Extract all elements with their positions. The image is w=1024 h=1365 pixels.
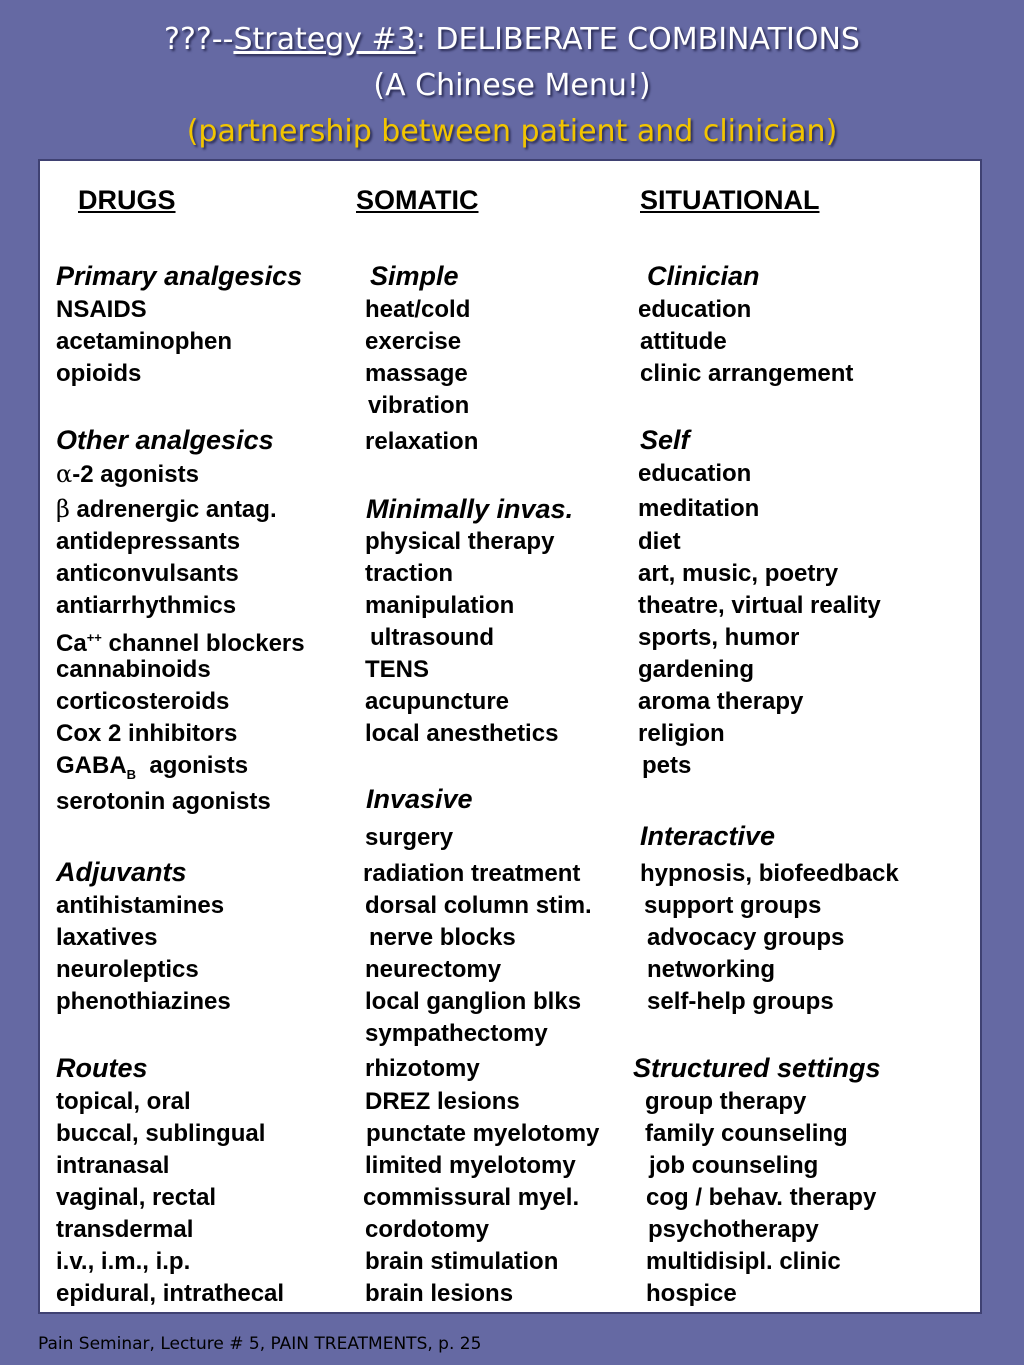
- situational-item: gardening: [638, 656, 755, 683]
- drug-item: anticonvulsants: [56, 560, 239, 587]
- somatic-item: ultrasound: [370, 624, 494, 651]
- situational-item: aroma therapy: [638, 688, 804, 715]
- somatic-item: cordotomy: [365, 1216, 490, 1243]
- title-strategy: Strategy #3: [233, 22, 416, 57]
- drug-item: opioids: [56, 360, 142, 387]
- ca-main: Ca: [56, 630, 87, 657]
- drug-item: corticosteroids: [56, 688, 230, 715]
- drug-item-ca: [56, 623, 305, 659]
- situational-item: theatre, virtual reality: [638, 592, 881, 619]
- route-item: vaginal, rectal: [56, 1184, 217, 1211]
- situational-item: art, music, poetry: [638, 560, 839, 587]
- drugs-adjuvants-label: Adjuvants: [56, 857, 187, 887]
- somatic-item: limited myelotomy: [365, 1152, 576, 1179]
- somatic-item: acupuncture: [365, 688, 510, 715]
- slide-title: [0, 18, 1024, 62]
- drug-item-gaba: [56, 751, 248, 790]
- beta-symbol: β: [56, 495, 70, 523]
- situational-item: networking: [647, 956, 776, 983]
- drug-item: Cox 2 inhibitors: [56, 720, 238, 747]
- beta-text: adrenergic antag.: [69, 496, 277, 523]
- situational-item: diet: [638, 528, 681, 555]
- situational-item: hospice: [646, 1280, 737, 1307]
- gaba-rest: agonists: [136, 752, 249, 779]
- situational-item: sports, humor: [638, 624, 800, 651]
- somatic-item: nerve blocks: [369, 924, 516, 951]
- situational-interactive-label: Interactive: [640, 821, 776, 851]
- situational-item: education: [638, 296, 752, 323]
- somatic-item: DREZ lesions: [365, 1088, 520, 1115]
- somatic-item: physical therapy: [365, 528, 555, 555]
- footer-caption: Pain Seminar, Lecture # 5, PAIN TREATMENTS, p. 25: [38, 1334, 482, 1354]
- drug-item: acetaminophen: [56, 328, 233, 355]
- slide-subtitle: (A Chinese Menu!): [373, 68, 651, 103]
- header-somatic: SOMATIC: [356, 185, 479, 215]
- route-item: topical, oral: [56, 1088, 191, 1115]
- title-prefix: ???--: [164, 22, 234, 57]
- title-rest: : DELIBERATE COMBINATIONS: [415, 22, 860, 57]
- situational-item: education: [638, 460, 752, 487]
- drugs-routes-label: Routes: [56, 1053, 148, 1083]
- drug-item: antihistamines: [56, 892, 225, 919]
- alpha-symbol: α: [56, 460, 73, 488]
- ca-sup: ++: [86, 630, 102, 645]
- somatic-simple-label: Simple: [370, 261, 459, 291]
- drug-item-alpha: [56, 459, 199, 490]
- somatic-minimal-label: Minimally invas.: [366, 494, 574, 524]
- somatic-item: exercise: [365, 328, 462, 355]
- drug-item: serotonin agonists: [56, 788, 271, 815]
- somatic-item: traction: [365, 560, 454, 587]
- somatic-item: relaxation: [365, 428, 479, 455]
- somatic-item: radiation treatment: [363, 860, 581, 887]
- situational-item: multidisipl. clinic: [646, 1248, 841, 1275]
- somatic-item: vibration: [368, 392, 470, 419]
- gaba-sub: B: [126, 766, 137, 782]
- situational-item: advocacy groups: [647, 924, 845, 951]
- route-item: epidural, intrathecal: [56, 1280, 285, 1307]
- somatic-item: manipulation: [365, 592, 515, 619]
- situational-item: clinic arrangement: [640, 360, 854, 387]
- drug-item: cannabinoids: [56, 656, 211, 683]
- somatic-item: commissural myel.: [363, 1184, 580, 1211]
- situational-item: psychotherapy: [648, 1216, 819, 1243]
- somatic-item: heat/cold: [365, 296, 471, 323]
- somatic-item: surgery: [365, 824, 454, 851]
- situational-item: meditation: [638, 495, 760, 522]
- drugs-other-label: Other analgesics: [56, 425, 274, 455]
- route-item: transdermal: [56, 1216, 194, 1243]
- situational-item: self-help groups: [647, 988, 834, 1015]
- drug-item-beta: [56, 494, 277, 525]
- route-item: i.v., i.m., i.p.: [56, 1248, 191, 1275]
- header-situational: SITUATIONAL: [640, 185, 820, 215]
- situational-item: hypnosis, biofeedback: [640, 860, 899, 887]
- somatic-item: massage: [365, 360, 468, 387]
- slide-subtitle-partnership: (partnership between patient and clinician): [186, 114, 838, 149]
- situational-item: religion: [638, 720, 725, 747]
- somatic-item: dorsal column stim.: [365, 892, 592, 919]
- situational-item: pets: [642, 752, 692, 779]
- drug-item: phenothiazines: [56, 988, 231, 1015]
- drug-item: neuroleptics: [56, 956, 199, 983]
- somatic-item: brain lesions: [365, 1280, 514, 1307]
- drug-item: antiarrhythmics: [56, 592, 237, 619]
- situational-clinician-label: Clinician: [647, 261, 760, 291]
- situational-structured-label: Structured settings: [633, 1053, 881, 1083]
- situational-item: family counseling: [645, 1120, 848, 1147]
- drug-item: antidepressants: [56, 528, 241, 555]
- situational-item: attitude: [640, 328, 727, 355]
- situational-item: support groups: [644, 892, 822, 919]
- somatic-invasive-label: Invasive: [366, 784, 473, 814]
- route-item: intranasal: [56, 1152, 170, 1179]
- somatic-item: punctate myelotomy: [366, 1120, 600, 1147]
- menu-table: [38, 159, 982, 1314]
- somatic-item: neurectomy: [365, 956, 502, 983]
- somatic-item: rhizotomy: [365, 1055, 480, 1082]
- somatic-item: brain stimulation: [365, 1248, 559, 1275]
- route-item: buccal, sublingual: [56, 1120, 266, 1147]
- gaba-main: GABA: [56, 752, 127, 779]
- situational-self-label: Self: [640, 425, 690, 455]
- header-drugs: DRUGS: [78, 185, 176, 215]
- situational-item: cog / behav. therapy: [646, 1184, 877, 1211]
- somatic-item: sympathectomy: [365, 1020, 548, 1047]
- alpha-text: -2 agonists: [72, 461, 199, 488]
- somatic-item: local ganglion blks: [365, 988, 582, 1015]
- drugs-primary-label: Primary analgesics: [56, 261, 303, 291]
- drug-item: laxatives: [56, 924, 158, 951]
- situational-item: group therapy: [645, 1088, 807, 1115]
- somatic-item: local anesthetics: [365, 720, 559, 747]
- situational-item: job counseling: [649, 1152, 819, 1179]
- somatic-item: TENS: [365, 656, 430, 683]
- drug-item: NSAIDS: [56, 296, 147, 323]
- ca-rest: channel blockers: [101, 630, 305, 657]
